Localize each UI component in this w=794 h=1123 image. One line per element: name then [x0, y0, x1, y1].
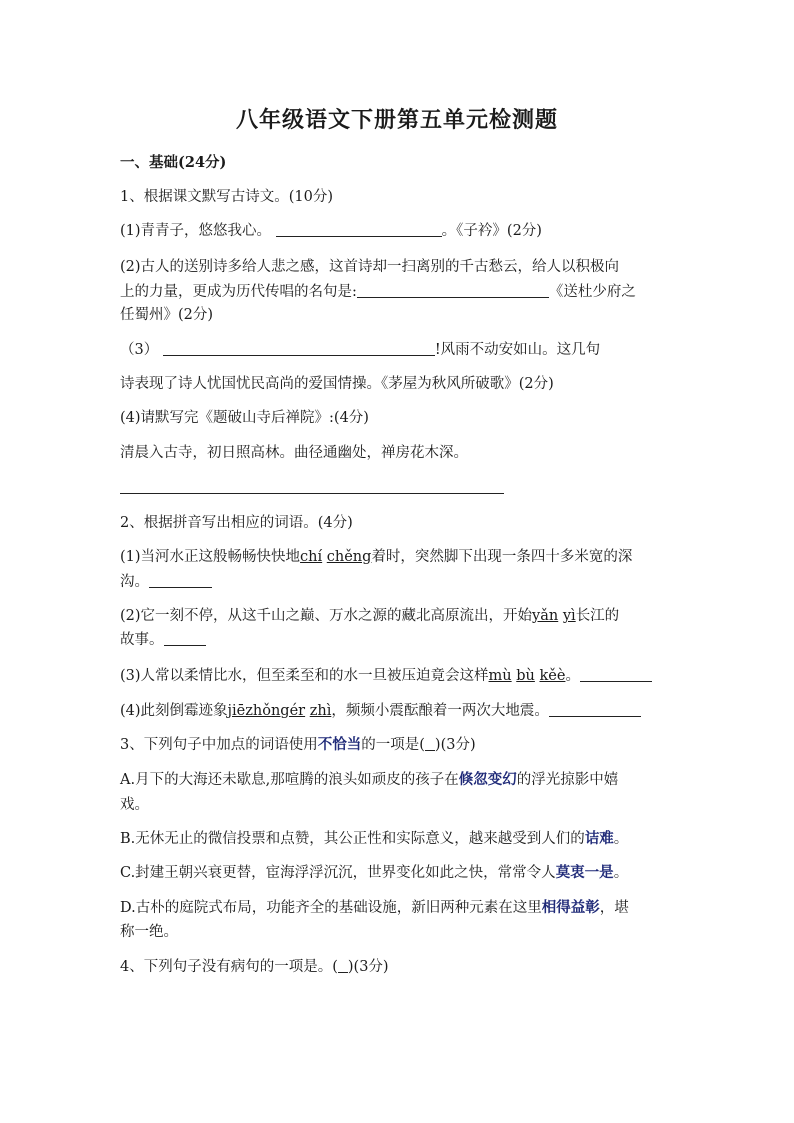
option-c-term: 莫衷一是 — [555, 864, 614, 881]
q1-item-4-poem: 清晨入古寺，初日照高林。曲径通幽处，禅房花木深。 — [120, 445, 468, 461]
q4-stem-score: )(3分) — [347, 959, 389, 975]
option-b-term: 诘难 — [584, 830, 614, 847]
answer-blank[interactable] — [338, 958, 348, 973]
answer-line[interactable] — [120, 493, 504, 494]
q2-item-3 — [120, 664, 676, 688]
q3-option-a — [120, 768, 676, 792]
pinyin: yì — [562, 608, 576, 624]
pinyin: chěng — [326, 549, 372, 565]
q3-option-b — [120, 827, 676, 851]
q3-stem-text: 3、下列句子中加点的词语使用 — [120, 737, 318, 753]
q2-item-4-text-2: ，频频小震酝酿着一两次大地震。 — [331, 703, 549, 719]
pinyin: jiēzhǒngér — [227, 703, 306, 719]
q3-stem — [120, 733, 676, 757]
pinyin: chí — [300, 549, 323, 565]
q2-item-2-text-3: 故事。 — [120, 632, 164, 648]
q1-item-2-line3: 任蜀州》(2分) — [120, 307, 214, 323]
q2-stem: 2、根据拼音写出相应的词语。(4分) — [120, 515, 353, 531]
answer-blank[interactable] — [149, 571, 212, 588]
option-a-term: 倏忽变幻 — [458, 771, 517, 788]
q1-item-1-text: (1)青青子，悠悠我心。 — [120, 223, 272, 239]
answer-blank[interactable] — [580, 665, 652, 682]
q2-item-2 — [120, 604, 676, 628]
answer-blank[interactable] — [357, 281, 549, 298]
answer-blank[interactable] — [425, 736, 435, 751]
q1-item-3-number: （3） — [120, 342, 159, 358]
pinyin: mù — [488, 668, 512, 684]
q2-item-2-text: (2)它一刻不停，从这千山之巅、万水之源的藏北高原流出，开始 — [120, 608, 533, 624]
option-d-text-2: ，堪 — [599, 900, 629, 916]
q3-option-c — [120, 861, 676, 885]
answer-blank[interactable] — [549, 700, 641, 717]
q2-item-2-line2 — [120, 628, 676, 652]
section-heading: 一、基础(24分) — [120, 154, 227, 171]
q1-item-3-text: !风雨不动安如山。这几句 — [434, 342, 601, 358]
option-b-text-2: 。 — [613, 831, 629, 847]
q2-item-3-text-2: 。 — [565, 668, 580, 684]
pinyin: bù — [516, 668, 535, 684]
q3-stem-text-2: 的一项是( — [361, 737, 425, 753]
q1-item-3 — [120, 338, 676, 362]
q3-option-d-line2: 称一绝。 — [120, 924, 178, 940]
q2-item-2-text-2: 长江的 — [575, 608, 620, 624]
pinyin: kěè — [539, 668, 566, 684]
q3-emphasis: 不恰当 — [317, 736, 362, 753]
q4-stem — [120, 955, 676, 979]
pinyin: zhì — [309, 703, 332, 719]
pinyin: yǎn — [532, 608, 559, 624]
q4-stem-text: 4、下列句子没有病句的一项是。( — [120, 959, 338, 975]
option-c-text-2: 。 — [613, 865, 629, 881]
q2-item-1-text-3: 沟。 — [120, 574, 149, 590]
option-d-term: 相得益彰 — [541, 899, 600, 916]
q1-item-2-source: 《送杜少府之 — [548, 284, 636, 300]
q1-item-2-text: 上的力量，更成为历代传唱的名句是: — [120, 284, 357, 300]
option-a-text-2: 的浮光掠影中嬉 — [516, 772, 619, 788]
q3-option-a-line2: 戏。 — [120, 797, 149, 813]
answer-blank[interactable] — [163, 339, 435, 356]
answer-blank[interactable] — [276, 220, 442, 237]
q2-item-3-text: (3)人常以柔情比水，但至柔至和的水一旦被压迫竟会这样 — [120, 668, 489, 684]
option-c-text: C.封建王朝兴衰更替，宦海浮浮沉沉，世界变化如此之快，常常令人 — [120, 865, 556, 881]
q1-item-3-line2: 诗表现了诗人忧国忧民高尚的爱国情操。《茅屋为秋风所破歌》(2分) — [120, 376, 554, 392]
q1-item-2-line2 — [120, 280, 676, 304]
q1-item-4: (4)请默写完《题破山寺后禅院》:(4分) — [120, 410, 369, 426]
q2-item-1 — [120, 545, 676, 569]
q3-stem-score: )(3分) — [434, 737, 476, 753]
q3-option-d — [120, 896, 676, 920]
q2-item-1-line2 — [120, 570, 676, 594]
q1-item-1-source: 。《子衿》(2分) — [441, 223, 542, 239]
q2-item-1-text-2: 着时，突然脚下出现一条四十多米宽的深 — [371, 549, 633, 565]
q1-item-1 — [120, 219, 676, 243]
q2-item-1-text: (1)当河水正这般畅畅快快地 — [120, 549, 301, 565]
option-a-text: A.月下的大海还未歇息,那喧腾的浪头如顽皮的孩子在 — [120, 772, 459, 788]
q1-stem: 1、根据课文默写古诗文。(10分) — [120, 189, 333, 205]
page-title: 八年级语文下册第五单元检测题 — [235, 107, 558, 133]
option-b-text: B.无休无止的微信投票和点赞，其公正性和实际意义，越来越受到人们的 — [120, 831, 585, 847]
q2-item-4 — [120, 699, 676, 723]
option-d-text: D.古朴的庭院式布局，功能齐全的基础设施，新旧两种元素在这里 — [120, 900, 542, 916]
answer-blank[interactable] — [164, 629, 206, 646]
q2-item-4-text: (4)此刻倒霉迹象 — [120, 703, 228, 719]
q1-item-2-line1: (2)古人的送别诗多给人悲之感，这首诗却一扫离别的千古愁云，给人以积极向 — [120, 259, 620, 275]
